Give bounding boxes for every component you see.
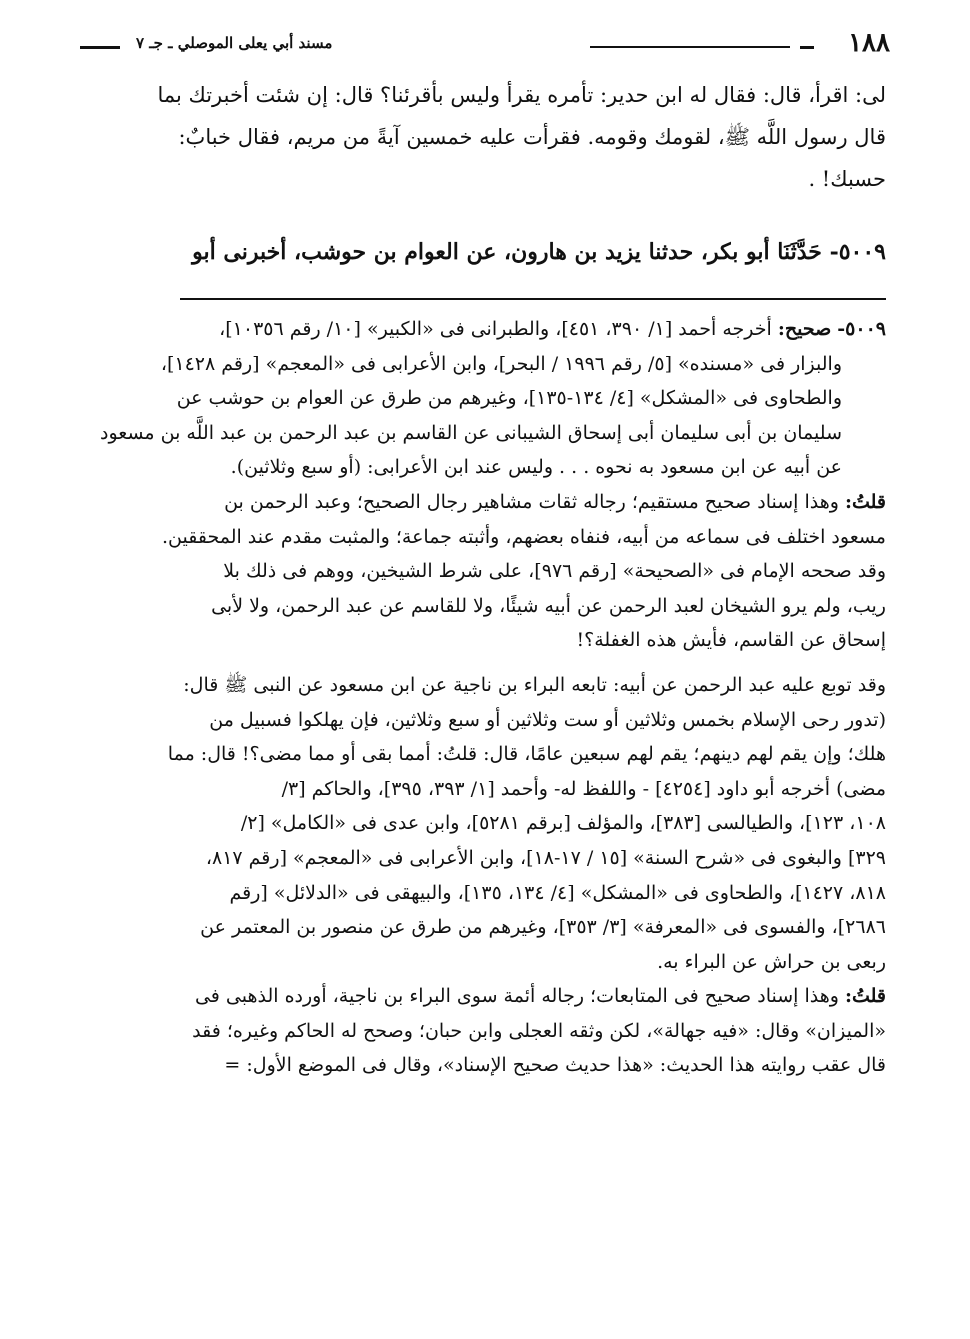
hadith-number: ٥٠٠٩- bbox=[829, 239, 886, 265]
footnote-separator bbox=[180, 298, 886, 300]
footnote-line: هلك؛ وإن يقم لهم دينهم؛ يقم لهم سبعين عامًا، قال: قلتُ: أمما بقى أو مما مضى؟! قال: مما bbox=[167, 743, 886, 766]
hadith-5009 bbox=[84, 232, 886, 272]
footnote-line bbox=[84, 979, 886, 1014]
footnote-line: وقد صححه الإمام فى «الصحيحة» [رقم ٩٧٦]، على شرط الشيخين، ووهم فى ذلك بلا bbox=[223, 560, 886, 583]
footnote-line: والبزار فى «مسنده» [٥/ رقم ١٩٩٦ / البحر]، وابن الأعرابى فى «المعجم» [رقم ١٤٢٨]، bbox=[160, 352, 842, 375]
main-text bbox=[84, 74, 886, 200]
footnote-grade: صحيح: bbox=[777, 318, 832, 340]
footnote-line bbox=[84, 485, 886, 520]
running-title: مسند أبي يعلى الموصلي ـ جـ ٧ bbox=[136, 34, 333, 52]
footnote bbox=[84, 312, 886, 1083]
qult-label: قلتُ: bbox=[844, 490, 886, 513]
main-line: لى: اقرأ، قال: فقال له ابن حدير: تأمره يقرأ وليس بأقرئنا؟ قال: إن شئت أخبرتك بما bbox=[157, 83, 886, 107]
qult-label: قلتُ: bbox=[844, 985, 886, 1008]
footnote-line: سليمان بن أبى سليمان أبى إسحاق الشيبانى عن القاسم بن عبد الرحمن بن عبد اللَّه بن مسعود bbox=[100, 421, 842, 444]
header-rule bbox=[590, 46, 790, 48]
paragraph-gap bbox=[84, 658, 886, 668]
footnote-line: ٣٢٩] والبغوى فى «شرح السنة» [١٥ / ١٧-١٨]، وابن الأعرابى فى «المعجم» [رقم ٨١٧، bbox=[205, 846, 886, 869]
footnote-line: ريب، ولم يرو الشيخان لعبد الرحمن عن أبيه شيئًا، ولا للقاسم عن عبد الرحمن، ولا لأبى bbox=[211, 594, 886, 617]
footnote-number: ٥٠٠٩- bbox=[837, 318, 886, 340]
main-line: قال رسول اللَّه ﷺ، لقومك وقومه. فقرأت عليه خمسين آيةً من مريم، فقال خبابٌ: bbox=[178, 125, 886, 149]
footnote-line: مسعود اختلف فى سماعه من أبيه، فنفاه بعضهم، وأثبته جماعة؛ والمثبت مقدم عند المحققين. bbox=[161, 525, 886, 548]
footnote-text: وهذا إسناد صحيح مستقيم؛ رجاله ثقات مشاهير رجال الصحيح؛ وعبد الرحمن بن bbox=[224, 490, 839, 513]
footnote-line: ٨١٨، ١٤٢٧]، والطحاوى فى «المشكل» [٤/ ١٣٤، ١٣٥]، والبيهقى فى «الدلائل» [رقم bbox=[229, 881, 886, 904]
footnote-line: وقد توبع عليه عبد الرحمن عن أبيه: تابعه البراء بن ناجية عن ابن مسعود عن النبى ﷺ قال: bbox=[183, 673, 886, 696]
footnote-text: أخرجه أحمد [١/ ٣٩٠، ٤٥١]، والطبرانى فى «الكبير» [١٠/ رقم ١٠٣٥٦]، bbox=[219, 318, 772, 340]
footnote-line: قال عقب روايته هذا الحديث: «هذا حديث صحيح الإسناد»، وقال فى الموضع الأول: = bbox=[224, 1054, 886, 1077]
hadith-text: حَدَّثَنَا أبو بكر، حدثنا يزيد بن هارون، عن العوام بن حوشب، أخبرنى أبو bbox=[192, 239, 822, 265]
footnote-line: ربعى بن حراش عن البراء به. bbox=[657, 950, 886, 973]
footnote-line: «الميزان» وقال: «فيه جهالة»، لكن وثقه العجلى وابن حبان؛ وصحح له الحاكم وغيره؛ فقد bbox=[192, 1019, 886, 1042]
footnote-line: (تدور رحى الإسلام بخمس وثلاثين أو ست وثلاثين أو سبع وثلاثين، فإن يهلكوا فسبيل من bbox=[209, 708, 886, 731]
footnote-line bbox=[84, 312, 886, 347]
footnote-line: مضى) أخرجه أبو داود [٤٢٥٤] - واللفظ له- وأحمد [١/ ٣٩٣، ٣٩٥]، والحاكم [٣/ bbox=[281, 777, 886, 800]
main-line: حسبك! . bbox=[808, 167, 886, 191]
footnote-line: ١٠٨، ١٢٣]، والطيالسى [٣٨٣]، والمؤلف [برقم ٥٢٨١]، وابن عدى فى «الكامل» [٢/ bbox=[240, 812, 886, 835]
header-dash-left bbox=[80, 46, 120, 49]
footnote-line: والطحاوى فى «المشكل» [٤/ ١٣٤-١٣٥]، وغيرهم من طرق عن العوام بن حوشب عن bbox=[176, 387, 842, 410]
page-header bbox=[80, 28, 890, 64]
footnote-line: إسحاق عن القاسم، فأيش هذه الغفلة؟! bbox=[576, 629, 886, 652]
footnote-text: وهذا إسناد صحيح فى المتابعات؛ رجاله أئمة سوى البراء بن ناجية، أورده الذهبى فى bbox=[194, 985, 839, 1008]
header-dash-right bbox=[800, 46, 814, 49]
page-number: ١٨٨ bbox=[848, 28, 890, 58]
footnote-line: عن أبيه عن ابن مسعود به نحوه . . . وليس عند ابن الأعرابى: (أو سبع وثلاثين). bbox=[230, 456, 842, 479]
footnote-line: ٢٦٨٦]، والفسوى فى «المعرفة» [٣/ ٣٥٣]، وغيرهم من طرق عن منصور بن المعتمر عن bbox=[200, 916, 886, 939]
